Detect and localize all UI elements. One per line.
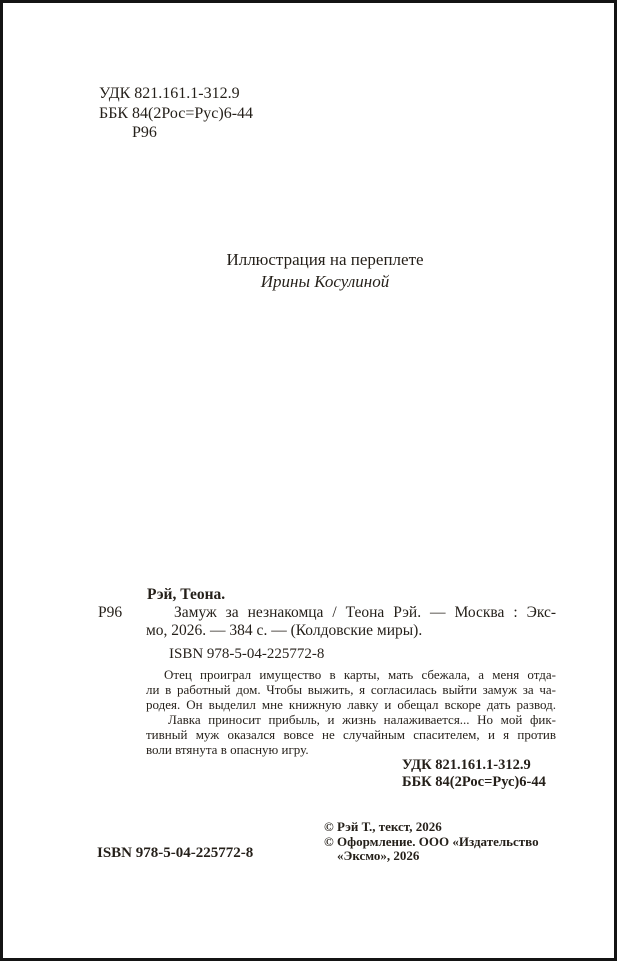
illustrator-name: Ирины Косулиной	[260, 272, 390, 291]
annotation-line: ли в работный дом. Чтобы выжить, я согласилась выйти замуж за ча-	[146, 681, 556, 697]
annotation-line: воли втянута в опасную игру.	[146, 741, 309, 757]
annotation-line: Отец проиграл имущество в карты, мать сбежала, а меня отда-	[164, 667, 556, 682]
bottom-classification-codes	[402, 757, 546, 790]
catalog-title-line: мо, 2026. — 384 с. — (Колдовские миры).	[146, 621, 423, 639]
annotation	[146, 668, 556, 757]
copyright-design-line: © Оформление. ООО «Издательство	[324, 833, 539, 849]
bbk-code-bold: ББК 84(2Рос=Рус)6-44	[402, 773, 546, 790]
illustration-credit-title: Иллюстрация на переплете	[226, 250, 424, 269]
catalog-card-author: Рэй, Теона.	[147, 586, 226, 603]
udk-code-bold: УДК 821.161.1-312.9	[402, 757, 531, 773]
catalog-card-code: Р96	[98, 604, 123, 621]
catalog-title-line: Замуж за незнакомца / Теона Рэй. — Москва : Экс-	[174, 604, 556, 621]
catalog-card-isbn: ISBN 978-5-04-225772-8	[169, 646, 325, 662]
copyright-block	[324, 820, 539, 864]
annotation-line: Лавка приносит прибыль, и жизнь налаживается... Но мой фик-	[168, 711, 556, 727]
bbk-code: ББК 84(2Рос=Рус)6-44	[99, 104, 254, 122]
isbn-bottom: ISBN 978-5-04-225772-8	[97, 845, 254, 861]
udk-code: УДК 821.161.1-312.9	[99, 85, 240, 102]
catalog-card-title	[146, 604, 556, 639]
annotation-line: тивный муж оказался вовсе не случайным спасителем, и я против	[146, 726, 556, 742]
author-sign-code: Р96	[132, 124, 157, 141]
annotation-line: родея. Он выделил мне книжную лавку и обещал вскоре дать развод.	[146, 696, 556, 712]
copyright-text-line: © Рэй Т., текст, 2026	[324, 819, 442, 834]
top-classification-codes	[99, 84, 253, 143]
illustration-credit	[85, 249, 565, 293]
copyright-design-line-continued: «Эксмо», 2026	[337, 848, 420, 864]
